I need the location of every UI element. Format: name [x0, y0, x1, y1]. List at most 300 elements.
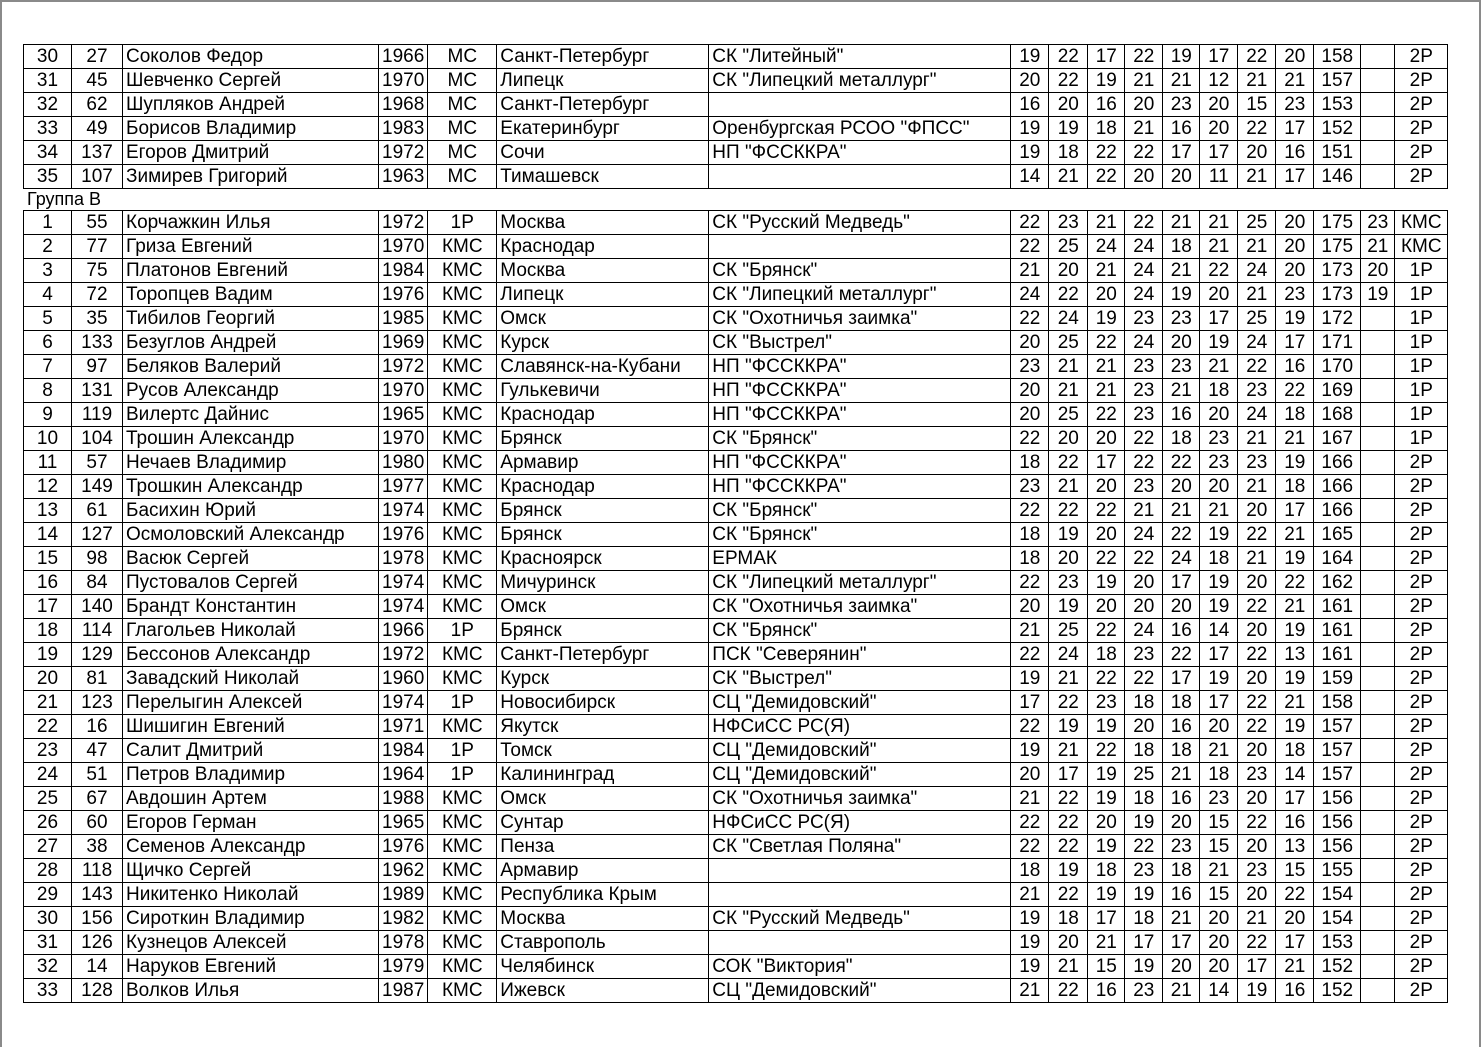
- birth-year-cell: 1972: [379, 141, 428, 165]
- series-7-score-cell: 23: [1238, 763, 1276, 787]
- series-7-score-cell: 21: [1238, 907, 1276, 931]
- series-3-score-cell: 19: [1088, 571, 1125, 595]
- rank-cell: КМС: [428, 907, 497, 931]
- series-8-score-cell: 21: [1276, 69, 1314, 93]
- series-4-score-cell: 22: [1125, 45, 1163, 69]
- series-6-score-cell: 19: [1200, 331, 1238, 355]
- series-8-score-cell: 21: [1276, 427, 1314, 451]
- series-1-score-cell: 19: [1011, 739, 1049, 763]
- rank-cell: КМС: [428, 979, 497, 1003]
- series-3-score-cell: 16: [1088, 93, 1125, 117]
- final-cell: [1361, 571, 1395, 595]
- series-1-score-cell: 22: [1011, 211, 1049, 235]
- place-cell: 31: [24, 69, 72, 93]
- total-cell: 172: [1314, 307, 1361, 331]
- final-cell: [1361, 859, 1395, 883]
- final-cell: [1361, 379, 1395, 403]
- final-cell: [1361, 931, 1395, 955]
- final-cell: [1361, 451, 1395, 475]
- final-cell: [1361, 45, 1395, 69]
- series-5-score-cell: 17: [1163, 667, 1200, 691]
- result-rank-cell: 2Р: [1395, 547, 1448, 571]
- series-5-score-cell: 21: [1163, 763, 1200, 787]
- table-row: [24, 643, 1448, 667]
- series-1-score-cell: 20: [1011, 379, 1049, 403]
- series-7-score-cell: 20: [1238, 739, 1276, 763]
- final-cell: [1361, 117, 1395, 141]
- rank-cell: КМС: [428, 475, 497, 499]
- total-cell: 161: [1314, 619, 1361, 643]
- series-3-score-cell: 22: [1088, 547, 1125, 571]
- final-cell: [1361, 165, 1395, 189]
- series-6-score-cell: 19: [1200, 523, 1238, 547]
- club-cell: НФСиСС РС(Я): [709, 715, 1011, 739]
- series-4-score-cell: 19: [1125, 883, 1163, 907]
- table-row: [24, 763, 1448, 787]
- city-cell: Республика Крым: [497, 883, 709, 907]
- total-cell: 157: [1314, 715, 1361, 739]
- result-rank-cell: 1Р: [1395, 283, 1448, 307]
- series-8-score-cell: 16: [1276, 141, 1314, 165]
- series-8-score-cell: 18: [1276, 403, 1314, 427]
- series-7-score-cell: 21: [1238, 283, 1276, 307]
- name-cell: Никитенко Николай: [123, 883, 379, 907]
- series-6-score-cell: 17: [1200, 691, 1238, 715]
- name-cell: Кузнецов Алексей: [123, 931, 379, 955]
- club-cell: НП "ФССККРА": [709, 451, 1011, 475]
- city-cell: Славянск-на-Кубани: [497, 355, 709, 379]
- table-row: [24, 715, 1448, 739]
- rank-cell: КМС: [428, 355, 497, 379]
- result-rank-cell: 2Р: [1395, 117, 1448, 141]
- series-4-score-cell: 18: [1125, 907, 1163, 931]
- series-2-score-cell: 22: [1049, 451, 1088, 475]
- series-3-score-cell: 22: [1088, 619, 1125, 643]
- series-7-score-cell: 20: [1238, 571, 1276, 595]
- series-2-score-cell: 25: [1049, 331, 1088, 355]
- series-8-score-cell: 16: [1276, 355, 1314, 379]
- series-7-score-cell: 22: [1238, 811, 1276, 835]
- club-cell: СК "Брянск": [709, 619, 1011, 643]
- series-5-score-cell: 17: [1163, 931, 1200, 955]
- series-6-score-cell: 21: [1200, 355, 1238, 379]
- series-3-score-cell: 24: [1088, 235, 1125, 259]
- series-4-score-cell: 23: [1125, 403, 1163, 427]
- series-7-score-cell: 24: [1238, 403, 1276, 427]
- club-cell: СЦ "Демидовский": [709, 739, 1011, 763]
- place-cell: 10: [24, 427, 72, 451]
- final-cell: [1361, 403, 1395, 427]
- bib-cell: 129: [72, 643, 123, 667]
- series-3-score-cell: 19: [1088, 787, 1125, 811]
- series-5-score-cell: 20: [1163, 475, 1200, 499]
- series-3-score-cell: 20: [1088, 283, 1125, 307]
- table-row: [24, 141, 1448, 165]
- result-rank-cell: 1Р: [1395, 427, 1448, 451]
- series-8-score-cell: 20: [1276, 235, 1314, 259]
- total-cell: 157: [1314, 69, 1361, 93]
- city-cell: Москва: [497, 211, 709, 235]
- club-cell: СК "Липецкий металлург": [709, 283, 1011, 307]
- table-row: [24, 307, 1448, 331]
- club-cell: НП "ФССККРА": [709, 379, 1011, 403]
- table-row: [24, 403, 1448, 427]
- total-cell: 161: [1314, 595, 1361, 619]
- table-row: [24, 117, 1448, 141]
- place-cell: 32: [24, 93, 72, 117]
- total-cell: 166: [1314, 451, 1361, 475]
- series-4-score-cell: 21: [1125, 117, 1163, 141]
- series-8-score-cell: 21: [1276, 523, 1314, 547]
- series-7-score-cell: 20: [1238, 787, 1276, 811]
- table-row: [24, 45, 1448, 69]
- bib-cell: 126: [72, 931, 123, 955]
- series-4-score-cell: 18: [1125, 787, 1163, 811]
- series-7-score-cell: 20: [1238, 667, 1276, 691]
- birth-year-cell: 1974: [379, 595, 428, 619]
- result-rank-cell: 1Р: [1395, 355, 1448, 379]
- final-cell: 19: [1361, 283, 1395, 307]
- table-row: [24, 931, 1448, 955]
- result-rank-cell: 2Р: [1395, 763, 1448, 787]
- series-5-score-cell: 17: [1163, 571, 1200, 595]
- series-8-score-cell: 23: [1276, 93, 1314, 117]
- total-cell: 167: [1314, 427, 1361, 451]
- series-5-score-cell: 17: [1163, 141, 1200, 165]
- place-cell: 15: [24, 547, 72, 571]
- series-1-score-cell: 21: [1011, 619, 1049, 643]
- table-row: [24, 259, 1448, 283]
- final-cell: [1361, 547, 1395, 571]
- series-6-score-cell: 20: [1200, 907, 1238, 931]
- result-rank-cell: 2Р: [1395, 883, 1448, 907]
- series-5-score-cell: 18: [1163, 691, 1200, 715]
- birth-year-cell: 1960: [379, 667, 428, 691]
- total-cell: 165: [1314, 523, 1361, 547]
- table-row: [24, 523, 1448, 547]
- city-cell: Брянск: [497, 619, 709, 643]
- rank-cell: КМС: [428, 643, 497, 667]
- series-5-score-cell: 21: [1163, 499, 1200, 523]
- series-2-score-cell: 21: [1049, 475, 1088, 499]
- total-cell: 153: [1314, 93, 1361, 117]
- series-3-score-cell: 20: [1088, 811, 1125, 835]
- table-row: [24, 787, 1448, 811]
- total-cell: 151: [1314, 141, 1361, 165]
- total-cell: 153: [1314, 931, 1361, 955]
- final-cell: [1361, 979, 1395, 1003]
- series-5-score-cell: 21: [1163, 259, 1200, 283]
- final-cell: [1361, 619, 1395, 643]
- club-cell: Оренбургская РСОО "ФПСС": [709, 117, 1011, 141]
- series-7-score-cell: 20: [1238, 141, 1276, 165]
- club-cell: СК "Русский Медведь": [709, 211, 1011, 235]
- name-cell: Бессонов Александр: [123, 643, 379, 667]
- bib-cell: 61: [72, 499, 123, 523]
- birth-year-cell: 1988: [379, 787, 428, 811]
- bib-cell: 75: [72, 259, 123, 283]
- series-3-score-cell: 19: [1088, 69, 1125, 93]
- series-4-score-cell: 20: [1125, 165, 1163, 189]
- series-4-score-cell: 22: [1125, 667, 1163, 691]
- birth-year-cell: 1987: [379, 979, 428, 1003]
- club-cell: СК "Русский Медведь": [709, 907, 1011, 931]
- place-cell: 19: [24, 643, 72, 667]
- series-5-score-cell: 19: [1163, 283, 1200, 307]
- table-row: [24, 979, 1448, 1003]
- series-1-score-cell: 22: [1011, 715, 1049, 739]
- series-4-score-cell: 18: [1125, 691, 1163, 715]
- birth-year-cell: 1964: [379, 763, 428, 787]
- bib-cell: 51: [72, 763, 123, 787]
- series-6-score-cell: 19: [1200, 595, 1238, 619]
- series-4-score-cell: 21: [1125, 499, 1163, 523]
- birth-year-cell: 1974: [379, 691, 428, 715]
- place-cell: 17: [24, 595, 72, 619]
- result-rank-cell: 2Р: [1395, 835, 1448, 859]
- place-cell: 6: [24, 331, 72, 355]
- series-2-score-cell: 21: [1049, 165, 1088, 189]
- birth-year-cell: 1983: [379, 117, 428, 141]
- series-7-score-cell: 21: [1238, 427, 1276, 451]
- club-cell: НФСиСС РС(Я): [709, 811, 1011, 835]
- bib-cell: 49: [72, 117, 123, 141]
- series-6-score-cell: 15: [1200, 883, 1238, 907]
- series-3-score-cell: 21: [1088, 259, 1125, 283]
- series-7-score-cell: 17: [1238, 955, 1276, 979]
- series-4-score-cell: 24: [1125, 619, 1163, 643]
- place-cell: 33: [24, 117, 72, 141]
- series-2-score-cell: 20: [1049, 93, 1088, 117]
- series-2-score-cell: 22: [1049, 69, 1088, 93]
- result-rank-cell: 2Р: [1395, 979, 1448, 1003]
- result-rank-cell: 2Р: [1395, 643, 1448, 667]
- series-8-score-cell: 20: [1276, 259, 1314, 283]
- place-cell: 12: [24, 475, 72, 499]
- total-cell: 166: [1314, 499, 1361, 523]
- total-cell: 173: [1314, 283, 1361, 307]
- series-5-score-cell: 20: [1163, 811, 1200, 835]
- series-6-score-cell: 21: [1200, 211, 1238, 235]
- name-cell: Корчажкин Илья: [123, 211, 379, 235]
- total-cell: 166: [1314, 475, 1361, 499]
- final-cell: [1361, 93, 1395, 117]
- birth-year-cell: 1982: [379, 907, 428, 931]
- series-1-score-cell: 18: [1011, 451, 1049, 475]
- total-cell: 169: [1314, 379, 1361, 403]
- rank-cell: МС: [428, 45, 497, 69]
- rank-cell: КМС: [428, 955, 497, 979]
- birth-year-cell: 1962: [379, 859, 428, 883]
- name-cell: Соколов Федор: [123, 45, 379, 69]
- city-cell: Санкт-Петербург: [497, 93, 709, 117]
- birth-year-cell: 1972: [379, 643, 428, 667]
- series-8-score-cell: 18: [1276, 475, 1314, 499]
- rank-cell: МС: [428, 93, 497, 117]
- name-cell: Безуглов Андрей: [123, 331, 379, 355]
- city-cell: Екатеринбург: [497, 117, 709, 141]
- series-1-score-cell: 19: [1011, 907, 1049, 931]
- rank-cell: КМС: [428, 259, 497, 283]
- series-2-score-cell: 23: [1049, 571, 1088, 595]
- total-cell: 155: [1314, 859, 1361, 883]
- series-7-score-cell: 21: [1238, 69, 1276, 93]
- series-2-score-cell: 25: [1049, 619, 1088, 643]
- birth-year-cell: 1974: [379, 571, 428, 595]
- city-cell: Армавир: [497, 859, 709, 883]
- place-cell: 23: [24, 739, 72, 763]
- final-cell: [1361, 787, 1395, 811]
- rank-cell: КМС: [428, 307, 497, 331]
- final-cell: [1361, 955, 1395, 979]
- table-row: [24, 331, 1448, 355]
- total-cell: 152: [1314, 955, 1361, 979]
- table-row: [24, 739, 1448, 763]
- series-4-score-cell: 24: [1125, 523, 1163, 547]
- place-cell: 5: [24, 307, 72, 331]
- city-cell: Брянск: [497, 499, 709, 523]
- series-8-score-cell: 20: [1276, 907, 1314, 931]
- place-cell: 24: [24, 763, 72, 787]
- series-5-score-cell: 23: [1163, 355, 1200, 379]
- name-cell: Вилертс Дайнис: [123, 403, 379, 427]
- city-cell: Ставрополь: [497, 931, 709, 955]
- birth-year-cell: 1976: [379, 283, 428, 307]
- city-cell: Омск: [497, 787, 709, 811]
- series-5-score-cell: 23: [1163, 93, 1200, 117]
- series-8-score-cell: 20: [1276, 211, 1314, 235]
- rank-cell: КМС: [428, 835, 497, 859]
- series-4-score-cell: 23: [1125, 307, 1163, 331]
- name-cell: Басихин Юрий: [123, 499, 379, 523]
- series-7-score-cell: 19: [1238, 979, 1276, 1003]
- series-8-score-cell: 21: [1276, 595, 1314, 619]
- series-1-score-cell: 23: [1011, 355, 1049, 379]
- series-2-score-cell: 20: [1049, 931, 1088, 955]
- series-1-score-cell: 19: [1011, 117, 1049, 141]
- place-cell: 2: [24, 235, 72, 259]
- series-2-score-cell: 18: [1049, 907, 1088, 931]
- result-rank-cell: 2Р: [1395, 571, 1448, 595]
- rank-cell: МС: [428, 117, 497, 141]
- rank-cell: КМС: [428, 427, 497, 451]
- name-cell: Волков Илья: [123, 979, 379, 1003]
- city-cell: Омск: [497, 595, 709, 619]
- birth-year-cell: 1972: [379, 355, 428, 379]
- table-row: [24, 595, 1448, 619]
- series-1-score-cell: 14: [1011, 165, 1049, 189]
- total-cell: 164: [1314, 547, 1361, 571]
- series-7-score-cell: 22: [1238, 45, 1276, 69]
- series-8-score-cell: 13: [1276, 643, 1314, 667]
- birth-year-cell: 1969: [379, 331, 428, 355]
- series-4-score-cell: 24: [1125, 259, 1163, 283]
- series-8-score-cell: 19: [1276, 667, 1314, 691]
- series-6-score-cell: 17: [1200, 307, 1238, 331]
- place-cell: 14: [24, 523, 72, 547]
- series-3-score-cell: 19: [1088, 883, 1125, 907]
- series-1-score-cell: 20: [1011, 331, 1049, 355]
- total-cell: 158: [1314, 691, 1361, 715]
- series-8-score-cell: 21: [1276, 691, 1314, 715]
- bib-cell: 81: [72, 667, 123, 691]
- birth-year-cell: 1965: [379, 811, 428, 835]
- final-cell: 23: [1361, 211, 1395, 235]
- final-cell: [1361, 141, 1395, 165]
- series-8-score-cell: 17: [1276, 931, 1314, 955]
- rank-cell: КМС: [428, 451, 497, 475]
- bib-cell: 119: [72, 403, 123, 427]
- series-3-score-cell: 21: [1088, 355, 1125, 379]
- series-6-score-cell: 20: [1200, 403, 1238, 427]
- series-5-score-cell: 21: [1163, 979, 1200, 1003]
- series-2-score-cell: 20: [1049, 259, 1088, 283]
- series-2-score-cell: 22: [1049, 811, 1088, 835]
- result-rank-cell: 1Р: [1395, 331, 1448, 355]
- city-cell: Брянск: [497, 427, 709, 451]
- series-8-score-cell: 22: [1276, 571, 1314, 595]
- series-3-score-cell: 20: [1088, 475, 1125, 499]
- place-cell: 7: [24, 355, 72, 379]
- result-rank-cell: 2Р: [1395, 93, 1448, 117]
- city-cell: Томск: [497, 739, 709, 763]
- rank-cell: КМС: [428, 235, 497, 259]
- birth-year-cell: 1976: [379, 523, 428, 547]
- city-cell: Сочи: [497, 141, 709, 165]
- place-cell: 34: [24, 141, 72, 165]
- total-cell: 161: [1314, 643, 1361, 667]
- club-cell: НП "ФССККРА": [709, 475, 1011, 499]
- result-rank-cell: 2Р: [1395, 787, 1448, 811]
- series-1-score-cell: 23: [1011, 475, 1049, 499]
- group-label: Группа В: [27, 189, 102, 209]
- series-4-score-cell: 24: [1125, 235, 1163, 259]
- bib-cell: 143: [72, 883, 123, 907]
- series-2-score-cell: 19: [1049, 523, 1088, 547]
- series-1-score-cell: 16: [1011, 93, 1049, 117]
- series-6-score-cell: 21: [1200, 499, 1238, 523]
- table-row: [24, 475, 1448, 499]
- total-cell: 156: [1314, 787, 1361, 811]
- total-cell: 175: [1314, 211, 1361, 235]
- series-8-score-cell: 13: [1276, 835, 1314, 859]
- city-cell: Калининград: [497, 763, 709, 787]
- series-6-score-cell: 18: [1200, 547, 1238, 571]
- series-2-score-cell: 19: [1049, 859, 1088, 883]
- series-3-score-cell: 22: [1088, 141, 1125, 165]
- name-cell: Борисов Владимир: [123, 117, 379, 141]
- result-rank-cell: 1Р: [1395, 403, 1448, 427]
- total-cell: 152: [1314, 117, 1361, 141]
- result-rank-cell: 2Р: [1395, 475, 1448, 499]
- total-cell: 168: [1314, 403, 1361, 427]
- result-rank-cell: 2Р: [1395, 955, 1448, 979]
- series-7-score-cell: 22: [1238, 117, 1276, 141]
- birth-year-cell: 1966: [379, 619, 428, 643]
- name-cell: Щичко Сергей: [123, 859, 379, 883]
- series-7-score-cell: 24: [1238, 259, 1276, 283]
- bib-cell: 55: [72, 211, 123, 235]
- birth-year-cell: 1977: [379, 475, 428, 499]
- place-cell: 20: [24, 667, 72, 691]
- results-table-group-b: [23, 210, 1448, 1003]
- series-2-score-cell: 24: [1049, 307, 1088, 331]
- birth-year-cell: 1972: [379, 211, 428, 235]
- bib-cell: 77: [72, 235, 123, 259]
- bib-cell: 123: [72, 691, 123, 715]
- bib-cell: 62: [72, 93, 123, 117]
- birth-year-cell: 1979: [379, 955, 428, 979]
